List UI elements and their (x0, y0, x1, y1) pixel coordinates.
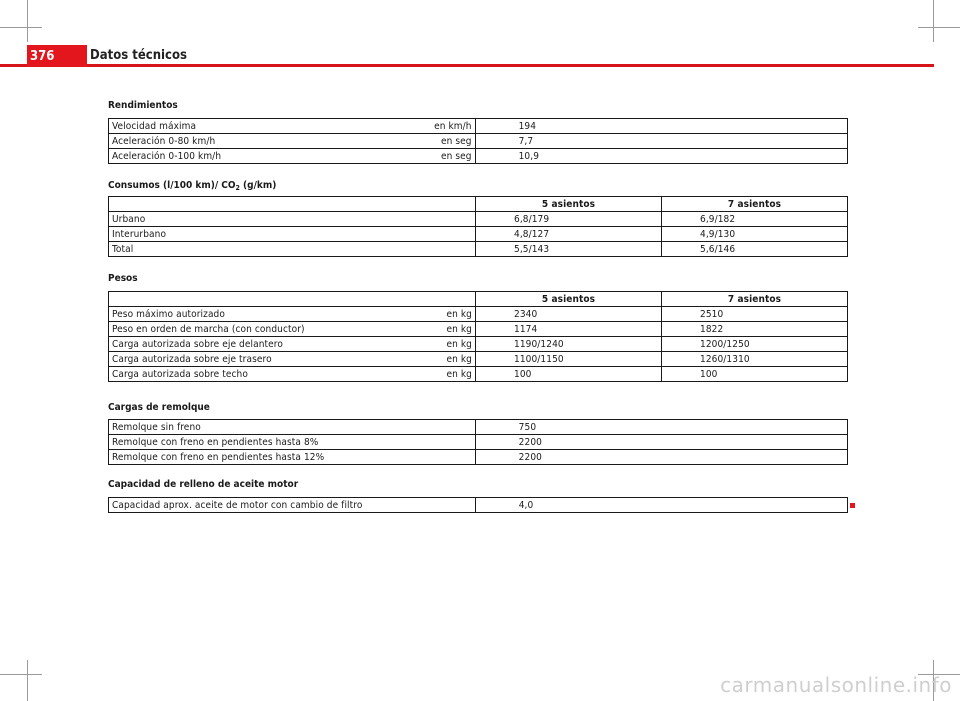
watermark: carmanualsonline.info (720, 673, 952, 697)
section-title-aceite: Capacidad de relleno de aceite motor (108, 479, 299, 490)
row-value-7: 100 (662, 367, 848, 382)
table-header-row (109, 197, 848, 212)
row-label: Carga autorizada sobre eje trasero (109, 352, 424, 367)
table-row (109, 149, 848, 164)
table-row (109, 242, 848, 257)
row-label: Aceleración 0-80 km/h (109, 134, 424, 149)
table-rendimientos (108, 118, 848, 164)
row-value-7: 1822 (662, 322, 848, 337)
row-value: 2200 (475, 435, 847, 450)
row-unit: en kg (424, 352, 476, 367)
table-consumos (108, 196, 848, 257)
row-unit: en km/h (423, 119, 475, 134)
row-unit: en seg (423, 149, 475, 164)
row-label: Remolque con freno en pendientes hasta 8% (109, 435, 476, 450)
column-header: 7 asientos (662, 197, 848, 212)
crop-mark (27, 660, 28, 701)
row-unit: en kg (424, 307, 476, 322)
table-pesos (108, 291, 848, 382)
table-row (109, 337, 848, 352)
section-title-pesos: Pesos (108, 273, 138, 284)
row-value-7: 1200/1250 (662, 337, 848, 352)
row-unit: en kg (424, 337, 476, 352)
row-value: 194 (475, 119, 847, 134)
table-row (109, 227, 848, 242)
row-label: Total (109, 242, 476, 257)
table-row (109, 307, 848, 322)
column-header: 7 asientos (662, 292, 848, 307)
row-value-5: 1100/1150 (476, 352, 662, 367)
row-value-7: 1260/1310 (662, 352, 848, 367)
row-label: Remolque sin freno (109, 420, 476, 435)
crop-mark (0, 674, 42, 675)
table-row (109, 498, 848, 513)
crop-mark (933, 0, 934, 42)
row-value: 10,9 (475, 149, 847, 164)
row-value-5: 1190/1240 (476, 337, 662, 352)
row-label: Carga autorizada sobre eje delantero (109, 337, 424, 352)
page-number: 376 (27, 45, 87, 67)
row-label: Capacidad aprox. aceite de motor con cambio de filtro (109, 498, 476, 513)
header-empty-cell (109, 197, 476, 212)
row-value-5: 5,5/143 (476, 242, 662, 257)
section-title-consumos (108, 180, 276, 192)
page-title: Datos técnicos (90, 48, 187, 63)
row-value-5: 100 (476, 367, 662, 382)
row-label: Urbano (109, 212, 476, 227)
row-label: Aceleración 0-100 km/h (109, 149, 424, 164)
row-label: Peso máximo autorizado (109, 307, 424, 322)
table-row (109, 450, 848, 465)
row-label: Velocidad máxima (109, 119, 424, 134)
section-title-rendimientos: Rendimientos (108, 100, 178, 111)
table-row (109, 212, 848, 227)
row-label: Remolque con freno en pendientes hasta 12% (109, 450, 476, 465)
row-value-5: 6,8/179 (476, 212, 662, 227)
row-value: 7,7 (475, 134, 847, 149)
table-row (109, 322, 848, 337)
table-row (109, 435, 848, 450)
row-value-7: 5,6/146 (662, 242, 848, 257)
table-row (109, 367, 848, 382)
row-value-5: 2340 (476, 307, 662, 322)
crop-mark (27, 0, 28, 42)
table-header-row (109, 292, 848, 307)
table-row (109, 420, 848, 435)
row-value: 750 (475, 420, 847, 435)
header-empty-cell (109, 292, 476, 307)
row-value-5: 1174 (476, 322, 662, 337)
row-value-7: 2510 (662, 307, 848, 322)
end-of-section-marker (850, 503, 855, 508)
section-title-remolque: Cargas de remolque (108, 402, 210, 413)
table-row (109, 134, 848, 149)
title-text: Consumos (l/100 km)/ CO (108, 180, 236, 191)
row-unit: en kg (424, 367, 476, 382)
table-row (109, 119, 848, 134)
title-subscript: 2 (235, 184, 240, 192)
row-value-7: 4,9/130 (662, 227, 848, 242)
row-value: 2200 (475, 450, 847, 465)
row-label: Peso en orden de marcha (con conductor) (109, 322, 424, 337)
table-row (109, 352, 848, 367)
row-unit: en seg (423, 134, 475, 149)
title-text: (g/km) (239, 180, 277, 191)
crop-mark (918, 27, 960, 28)
crop-mark (0, 27, 42, 28)
row-value: 4,0 (475, 498, 847, 513)
table-remolque (108, 419, 848, 465)
row-unit: en kg (424, 322, 476, 337)
column-header: 5 asientos (476, 197, 662, 212)
table-aceite (108, 497, 848, 513)
header-rule (0, 64, 934, 67)
row-label: Interurbano (109, 227, 476, 242)
row-value-5: 4,8/127 (476, 227, 662, 242)
row-value-7: 6,9/182 (662, 212, 848, 227)
column-header: 5 asientos (476, 292, 662, 307)
row-label: Carga autorizada sobre techo (109, 367, 424, 382)
